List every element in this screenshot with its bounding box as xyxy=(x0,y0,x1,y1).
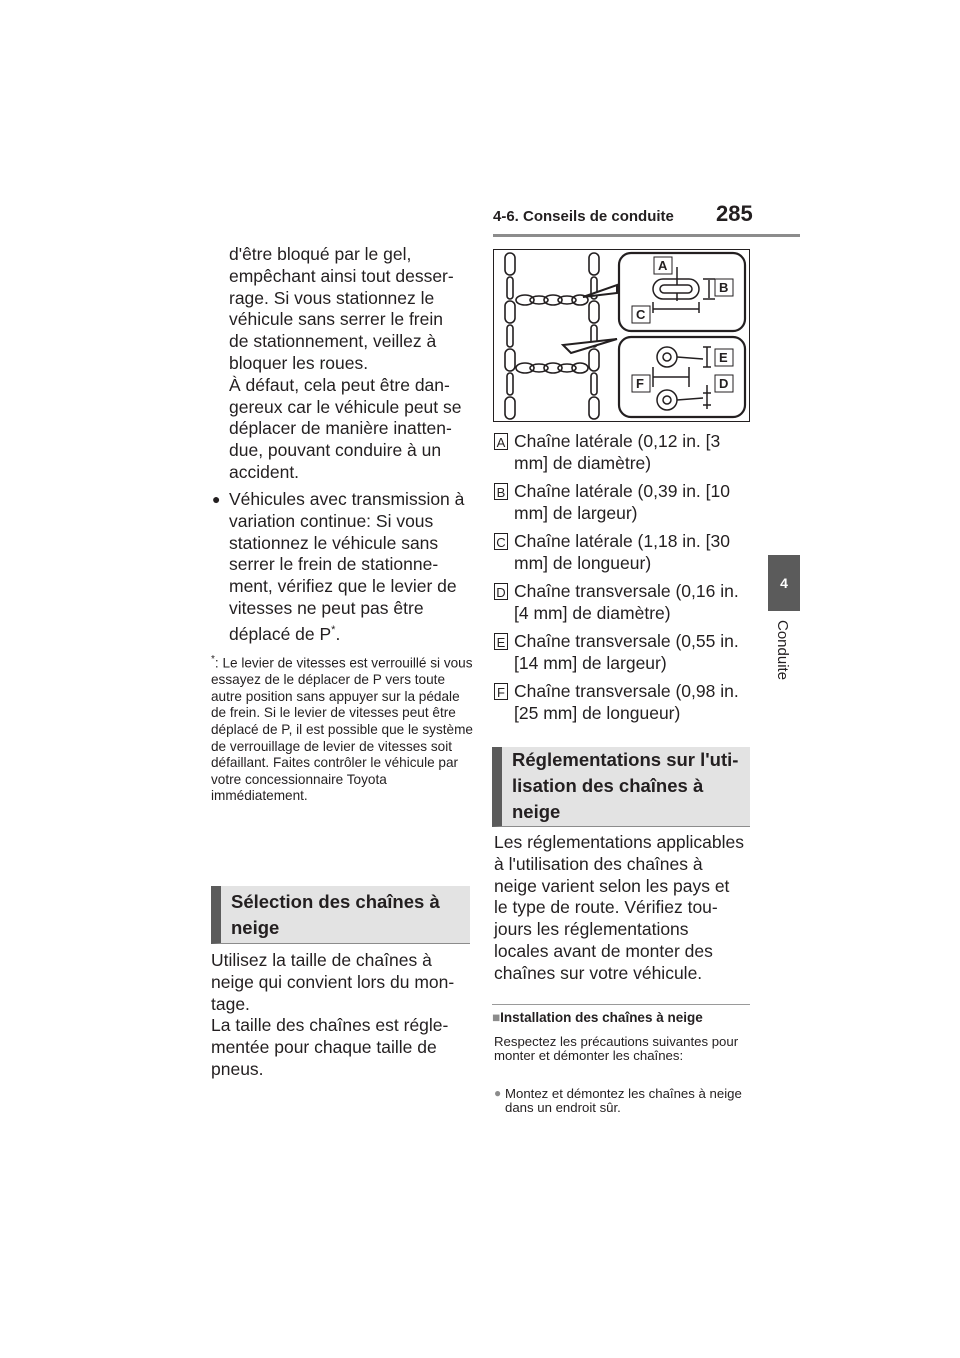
chain-size-paragraph: Utilisez la taille de chaînes à neige qui convient lors du mon- tage. La taille des chaînes est régle- mentée pour chaque taille de pneus. xyxy=(211,950,455,1079)
chapter-label: Conduite xyxy=(774,620,791,681)
section-heading-snow-chains: Sélection des chaînes à neige xyxy=(211,886,470,944)
subsection-heading: ■Installation des chaînes à neige xyxy=(492,1010,703,1025)
legend-item xyxy=(494,581,751,631)
continuation-text: d'être bloqué par le gel, empêchant ainsi tout desser- rage. Si vous stationnez le véhicule sans serrer le frein de stationnement, veillez à bloquer les roues. À défaut, cela peut être dan- gereux car le véhicule peut se déplacer de manière inatten- due, pouvant conduire à un accident. xyxy=(229,244,462,482)
legend-letter: A xyxy=(494,433,508,450)
bullet-icon: ● xyxy=(212,491,221,507)
precaution-text: Montez et démontez les chaînes à neige dans un endroit sûr. xyxy=(505,1086,742,1115)
legend-letter: F xyxy=(494,683,508,700)
precautions-intro: Respectez les précautions suivantes pour monter et démonter les chaînes: xyxy=(494,1034,739,1063)
legend-item xyxy=(494,481,751,531)
running-header-section: 4-6. Conseils de conduite xyxy=(493,208,674,225)
snow-chain-diagram xyxy=(493,249,750,422)
legend-text: Chaîne latérale (0,12 in. [3 mm] de diamètre) xyxy=(514,431,721,473)
legend-letter: C xyxy=(494,533,508,550)
diagram-label-c: C xyxy=(636,307,646,322)
regulations-paragraph: Les réglementations applicables à l'utilisation des chaînes à neige varient selon les pays et le type de route. Vérifiez tou- jours les réglementations locales avant de monter des chaînes sur votre véhicule. xyxy=(494,832,745,983)
legend-item xyxy=(494,431,751,481)
subsection-rule xyxy=(492,1004,750,1005)
header-rule xyxy=(493,234,800,237)
diagram-label-b: B xyxy=(719,280,729,295)
bullet-text: Véhicules avec transmission à variation continue: Si vous stationnez le véhicule sans serrer le frein de stationnement, vérifiez que le levier de vitesses ne peut pas être déplacé de P*. xyxy=(229,489,465,644)
footnote: *: Le levier de vitesses est verrouillé si vous essayez de le déplacer de P vers toute autre position sans appuyer sur la pédale de frein. Si le levier de vitesses peut être déplacé de P, il est possible que le système de verrouillage de levier de vitesses soit défaillant. Faites contrôler le véhicule par votre concessionnaire Toyota immédiatement. xyxy=(211,654,473,804)
legend-letter: E xyxy=(494,633,508,650)
legend-text: Chaîne transversale (0,98 in. [25 mm] de longueur) xyxy=(514,681,739,723)
chapter-tab: 4 xyxy=(768,555,800,611)
diagram-legend xyxy=(494,431,751,731)
legend-letter: B xyxy=(494,483,508,500)
legend-text: Chaîne transversale (0,55 in. [14 mm] de largeur) xyxy=(514,631,739,673)
legend-text: Chaîne latérale (0,39 in. [10 mm] de largeur) xyxy=(514,481,730,523)
diagram-label-d: D xyxy=(719,376,729,391)
page-number: 285 xyxy=(716,201,753,226)
legend-letter: D xyxy=(494,583,508,600)
legend-text: Chaîne transversale (0,16 in. [4 mm] de diamètre) xyxy=(514,581,739,623)
legend-item xyxy=(494,681,751,731)
diagram-label-e: E xyxy=(719,350,728,365)
legend-item xyxy=(494,631,751,681)
diagram-label-a: A xyxy=(658,258,668,273)
circle-bullet-icon: ● xyxy=(494,1086,502,1100)
square-bullet-icon: ■ xyxy=(492,1010,501,1025)
legend-item xyxy=(494,531,751,581)
diagram-label-f: F xyxy=(636,376,644,391)
legend-text: Chaîne latérale (1,18 in. [30 mm] de longueur) xyxy=(514,531,730,573)
section-heading-regulations: Réglementations sur l'utilisation des chaînes à neige xyxy=(492,747,750,827)
